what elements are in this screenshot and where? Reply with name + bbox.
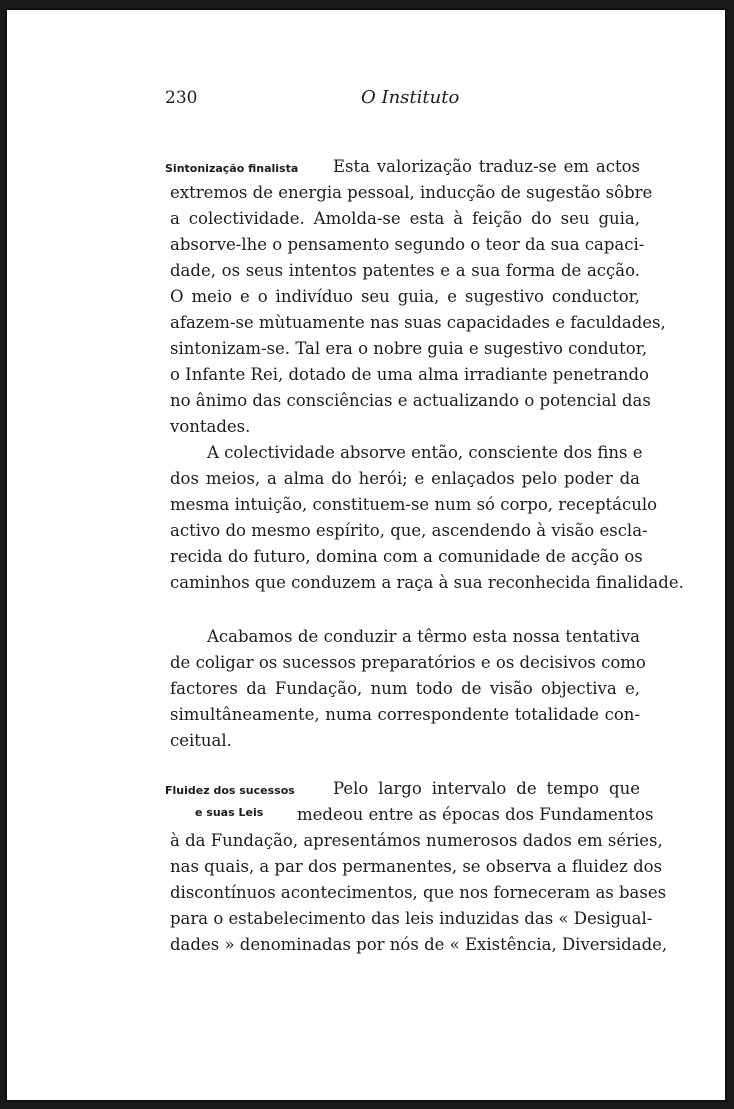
text-line: Pelo largo intervalo de tempo que bbox=[333, 779, 640, 798]
text-line: extremos de energia pessoal, inducção de sugestão sôbre bbox=[170, 183, 653, 202]
text-line: o Infante Rei, dotado de uma alma irradiante penetrando bbox=[170, 365, 649, 384]
text-line: ceitual. bbox=[170, 731, 232, 750]
text-line: O meio e o indivíduo seu guia, e sugestivo conductor, bbox=[170, 287, 640, 306]
margin-note-fluidez: Fluidez dos sucessos bbox=[165, 784, 295, 797]
text-line: mesma intuição, constituem-se num só corpo, receptáculo bbox=[170, 495, 658, 514]
book-page bbox=[5, 8, 727, 1102]
text-line: de coligar os sucessos preparatórios e os decisivos como bbox=[170, 653, 646, 672]
text-line: vontades. bbox=[170, 417, 251, 436]
page-number: 230 bbox=[165, 88, 198, 108]
text-line: absorve-lhe o pensamento segundo o teor da sua capaci- bbox=[170, 235, 645, 254]
text-line: recida do futuro, domina com a comunidade de acção os bbox=[170, 547, 643, 566]
text-line: caminhos que conduzem a raça à sua reconhecida finalidade. bbox=[170, 573, 684, 592]
text-line: medeou entre as épocas dos Fundamentos bbox=[297, 805, 654, 824]
text-line: Acabamos de conduzir a têrmo esta nossa tentativa bbox=[207, 627, 640, 646]
text-line: activo do mesmo espírito, que, ascendendo à visão escla- bbox=[170, 521, 648, 540]
text-line: afazem-se mùtuamente nas suas capacidades e faculdades, bbox=[170, 313, 666, 332]
margin-note-sintonizacao: Sintonização finalista bbox=[165, 162, 299, 175]
text-line: dades » denominadas por nós de « Existência, Diversidade, bbox=[170, 935, 668, 954]
text-line: no ânimo das consciências e actualizando o potencial das bbox=[170, 391, 651, 410]
text-line: para o estabelecimento das leis induzidas das « Desigual- bbox=[170, 909, 653, 928]
text-line: A colectividade absorve então, consciente dos fins e bbox=[207, 443, 643, 462]
text-line: dade, os seus intentos patentes e a sua forma de acção. bbox=[170, 261, 640, 280]
text-line: Esta valorização traduz-se em actos bbox=[333, 157, 640, 176]
text-line: sintonizam-se. Tal era o nobre guia e sugestivo condutor, bbox=[170, 339, 648, 358]
text-line: discontínuos acontecimentos, que nos forneceram as bases bbox=[170, 883, 667, 902]
running-title: O Instituto bbox=[361, 87, 460, 108]
text-line: simultâneamente, numa correspondente totalidade con- bbox=[170, 705, 640, 724]
text-line: factores da Fundação, num todo de visão objectiva e, bbox=[170, 679, 640, 698]
text-line: nas quais, a par dos permanentes, se observa a fluidez dos bbox=[170, 857, 663, 876]
text-line: a colectividade. Amolda-se esta à feição do seu guia, bbox=[170, 209, 640, 228]
text-line: à da Fundação, apresentámos numerosos dados em séries, bbox=[170, 831, 663, 850]
margin-note-fluidez-cont: e suas Leis bbox=[195, 806, 264, 819]
text-line: dos meios, a alma do herói; e enlaçados pelo poder da bbox=[170, 469, 640, 488]
